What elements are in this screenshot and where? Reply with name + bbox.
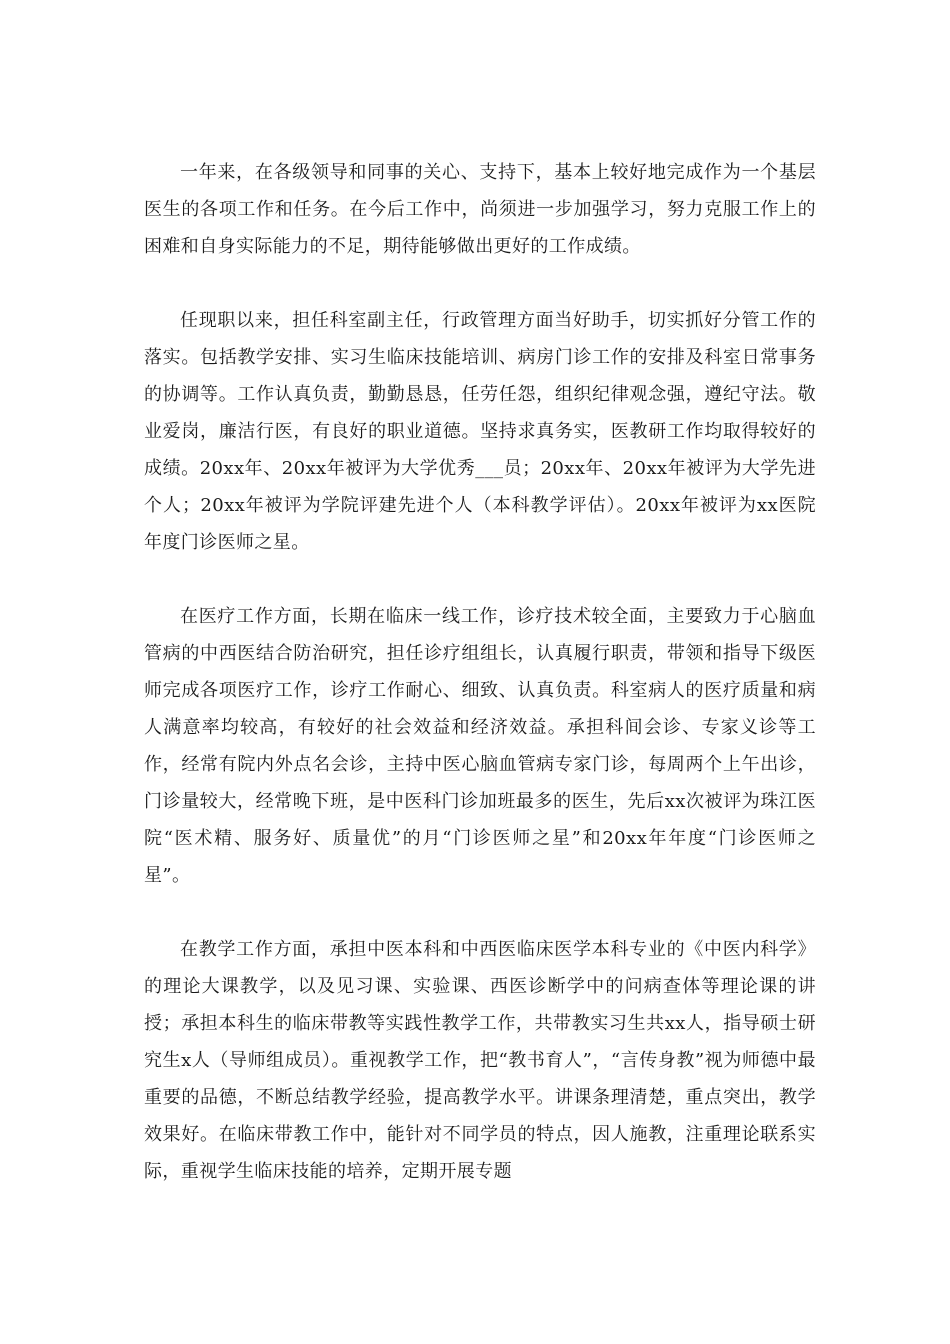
paragraph-summary: 一年来，在各级领导和同事的关心、支持下，基本上较好地完成作为一个基层医生的各项工作和任务。在今后工作中，尚须进一步加强学习，努力克服工作上的困难和自身实际能力的不足，期待能够做出更好的工作成绩。 [144, 162, 816, 257]
paragraph-medical-work: 在医疗工作方面，长期在临床一线工作，诊疗技术较全面，主要致力于心脑血管病的中西医结合防治研究，担任诊疗组组长，认真履行职责，带领和指导下级医师完成各项医疗工作，诊疗工作耐心、细致、认真负责。科室病人的医疗质量和病人满意率均较高，有较好的社会效益和经济效益。承担科间会诊、专家义诊等工作，经常有院内外点名会诊，主持中医心脑血管病专家门诊，每周两个上午出诊，门诊量较大，经常晚下班，是中医科门诊加班最多的医生，先后xx次被评为珠江医院“医术精、服务好、质量优”的月“门诊医师之星”和20xx年年度“门诊医师之星”。 [144, 606, 816, 886]
paragraph-management: 任现职以来，担任科室副主任，行政管理方面当好助手，切实抓好分管工作的落实。包括教学安排、实习生临床技能培训、病房门诊工作的安排及科室日常事务的协调等。工作认真负责，勤勤恳恳，任劳任怨，组织纪律观念强，遵纪守法。敬业爱岗，廉洁行医，有良好的职业道德。坚持求真务实，医教研工作均取得较好的成绩。20xx年、20xx年被评为大学优秀___员；20xx年、20xx年被评为大学先进个人；20xx年被评为学院评建先进个人（本科教学评估）。20xx年被评为xx医院年度门诊医师之星。 [144, 310, 816, 553]
paragraph-teaching-work: 在教学工作方面，承担中医本科和中西医临床医学本科专业的《中医内科学》的理论大课教学，以及见习课、实验课、西医诊断学中的问病查体等理论课的讲授；承担本科生的临床带教等实践性教学工作，共带教实习生共xx人，指导硕士研究生x人（导师组成员）。重视教学工作，把“教书育人”，“言传身教”视为师德中最重要的品德，不断总结教学经验，提高教学水平。讲课条理清楚，重点突出，教学效果好。在临床带教工作中，能针对不同学员的特点，因人施教，注重理论联系实际，重视学生临床技能的培养，定期开展专题 [144, 939, 816, 1182]
document-body [144, 154, 816, 1190]
